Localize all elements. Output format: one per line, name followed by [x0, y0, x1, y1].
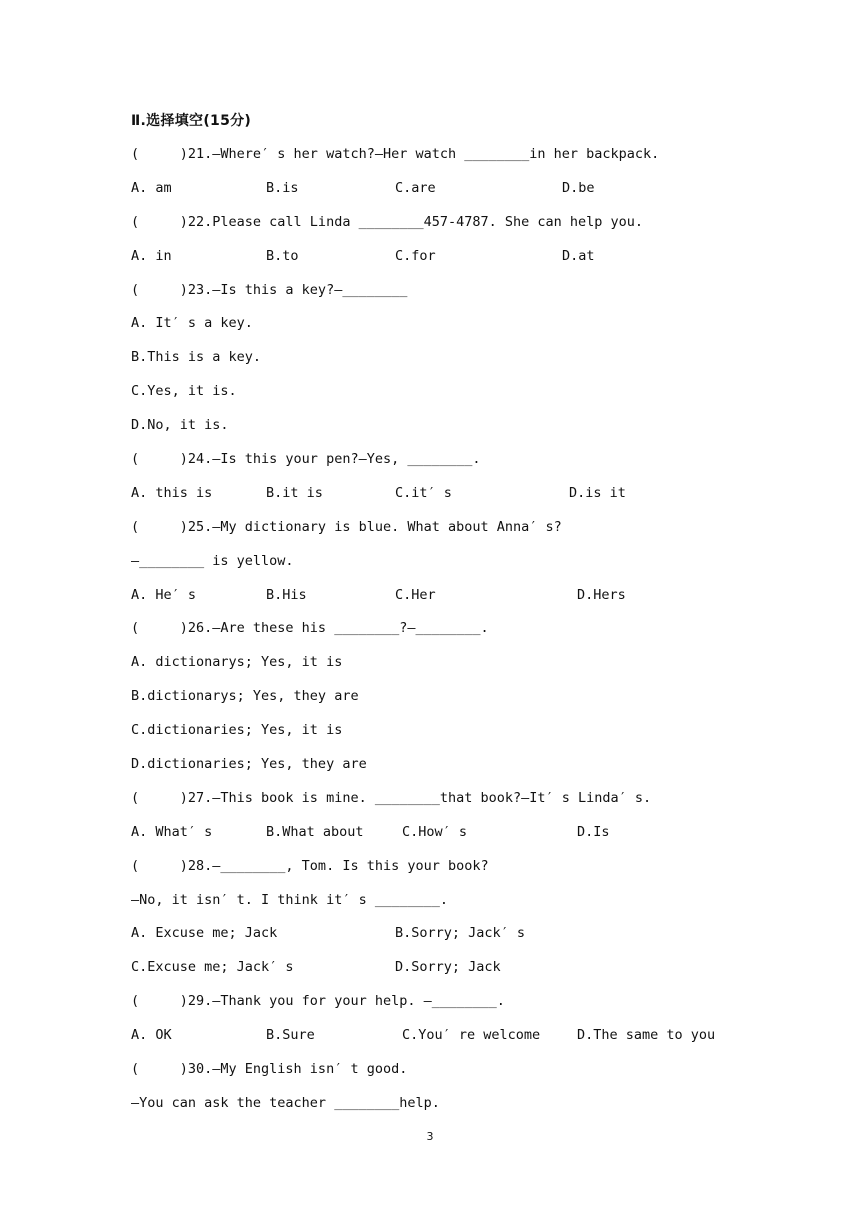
- option-row: [131, 680, 771, 714]
- answer-option: A. He′ s: [131, 586, 197, 603]
- answer-option: D.The same to you: [577, 1027, 716, 1044]
- option-row: [131, 748, 771, 782]
- answer-option: D.be: [562, 179, 595, 196]
- answer-option: B.it is: [266, 484, 323, 501]
- option-row: [131, 375, 771, 409]
- line-text: ( )23.—Is this a key?—________: [131, 281, 408, 298]
- line-text: ( )30.—My English isn′ t good.: [131, 1061, 408, 1078]
- question-line: [131, 206, 771, 240]
- answer-option: A. this is: [131, 484, 213, 501]
- question-continuation: [131, 884, 771, 918]
- line-text: C.dictionaries; Yes, it is: [131, 722, 343, 739]
- line-text: ( )22.Please call Linda ________457-4787. She can help you.: [131, 213, 644, 230]
- line-text: B.This is a key.: [131, 349, 262, 366]
- answer-option: D.at: [562, 247, 595, 264]
- answer-option: A. in: [131, 247, 172, 264]
- question-continuation: [131, 545, 771, 579]
- answer-option: B.Sure: [266, 1027, 315, 1044]
- question-list: [131, 138, 771, 1121]
- answer-option: A. am: [131, 179, 172, 196]
- answer-option: D.Sorry; Jack: [395, 959, 501, 976]
- option-row: [131, 341, 771, 375]
- question-line: [131, 612, 771, 646]
- option-row: [131, 816, 771, 850]
- line-text: —No, it isn′ t. I think it′ s ________.: [131, 891, 448, 908]
- option-row: [131, 951, 771, 985]
- section-title: Ⅱ.选择填空(15分): [131, 113, 252, 129]
- option-row: [131, 477, 771, 511]
- option-row: [131, 409, 771, 443]
- question-line: [131, 511, 771, 545]
- page-number: 3: [426, 1130, 434, 1143]
- line-text: ( )21.—Where′ s her watch?—Her watch ________in her backpack.: [131, 146, 660, 162]
- question-line: [131, 138, 771, 172]
- line-text: —________ is yellow.: [131, 552, 294, 569]
- answer-option: B.What about: [266, 823, 364, 840]
- option-row: [131, 172, 771, 206]
- line-text: —You can ask the teacher ________help.: [131, 1094, 440, 1111]
- option-row: [131, 307, 771, 341]
- line-text: ( )25.—My dictionary is blue. What about Anna′ s?: [131, 518, 562, 535]
- line-text: ( )27.—This book is mine. ________that book?—It′ s Linda′ s.: [131, 789, 652, 806]
- answer-option: A. Excuse me; Jack: [131, 925, 278, 942]
- answer-option: C.it′ s: [395, 484, 452, 501]
- answer-option: C.are: [395, 179, 436, 196]
- line-text: D.dictionaries; Yes, they are: [131, 756, 367, 773]
- option-row: [131, 917, 771, 951]
- line-text: B.dictionarys; Yes, they are: [131, 688, 359, 705]
- answer-option: C.How′ s: [402, 823, 468, 840]
- option-row: [131, 714, 771, 748]
- line-text: ( )29.—Thank you for your help. —________.: [131, 993, 505, 1010]
- question-line: [131, 1053, 771, 1087]
- answer-option: C.You′ re welcome: [402, 1027, 541, 1044]
- question-line: [131, 443, 771, 477]
- question-line: [131, 850, 771, 884]
- answer-option: B.to: [266, 247, 299, 264]
- line-text: ( )26.—Are these his ________?—________.: [131, 620, 489, 637]
- answer-option: D.Hers: [577, 586, 626, 603]
- answer-option: C.Her: [395, 586, 436, 603]
- answer-option: B.is: [266, 179, 299, 196]
- answer-option: D.Is: [577, 823, 610, 840]
- answer-option: C.Excuse me; Jack′ s: [131, 959, 294, 976]
- line-text: C.Yes, it is.: [131, 383, 237, 400]
- option-row: [131, 1019, 771, 1053]
- line-text: A. It′ s a key.: [131, 315, 253, 332]
- option-row: [131, 646, 771, 680]
- line-text: ( )28.—________, Tom. Is this your book?: [131, 857, 489, 874]
- question-line: [131, 274, 771, 308]
- question-line: [131, 782, 771, 816]
- line-text: ( )24.—Is this your pen?—Yes, ________.: [131, 451, 481, 468]
- question-line: [131, 985, 771, 1019]
- question-continuation: [131, 1087, 771, 1121]
- answer-option: D.is it: [569, 484, 626, 501]
- option-row: [131, 579, 771, 613]
- answer-option: A. What′ s: [131, 823, 213, 840]
- answer-option: B.Sorry; Jack′ s: [395, 925, 526, 942]
- answer-option: C.for: [395, 247, 436, 264]
- answer-option: B.His: [266, 586, 307, 603]
- option-row: [131, 240, 771, 274]
- answer-option: A. OK: [131, 1027, 172, 1044]
- line-text: A. dictionarys; Yes, it is: [131, 654, 343, 671]
- line-text: D.No, it is.: [131, 417, 229, 434]
